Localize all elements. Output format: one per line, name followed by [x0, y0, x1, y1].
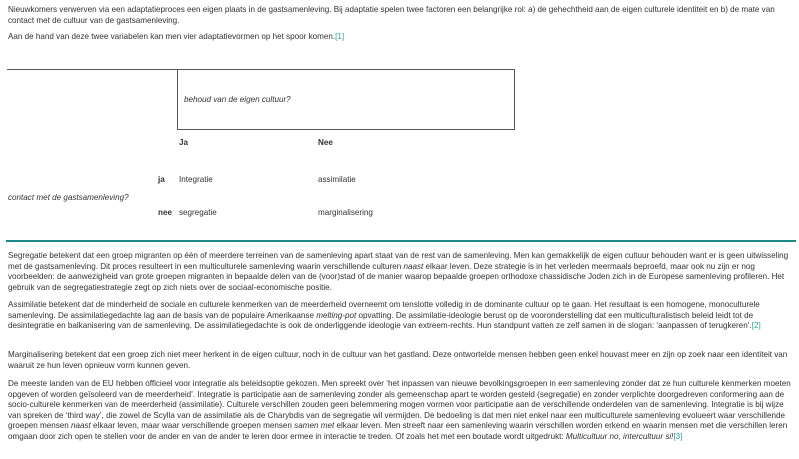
cell-segregatie: segregatie	[179, 208, 217, 217]
column-ja: Ja	[179, 138, 189, 147]
row-ja: ja	[158, 175, 165, 184]
intro-variables-paragraph	[8, 32, 793, 43]
row-header: contact met de gastsamenleving?	[8, 193, 129, 202]
marginalisering-text: Marginalisering betekent dat een groep zich niet meer herkent in de eigen cultuur, noch in de cultuur van het gastland. Deze ontwortelde mensen hebben geen enkel houvast meer en zijn op zoek naar een identiteit van waaruit ze hun leven opnieuw vorm kunnen geven.	[8, 350, 788, 370]
intro-text: Nieuwkomers verwerven via een adaptatieproces een eigen plaats in de gastsamenleving. Bij adaptatie spelen twee factoren een belangrijke rol: a) de gehechtheid aan de eigen culturele identiteit en b) de mate van contact met de cultuur van de gastsamenleving.	[8, 5, 775, 25]
integratie-text-a: De meeste landen van de EU hebben officieel voor integratie als beleidsoptie gekozen. Men spreekt over ‘het inpassen van nieuwe bevolkingsgroepen in een samenleving zonder dat ze hun culturele kenmerken moeten opgeven of worden geïsoleerd van de meerderheid’. Integratie is participatie aan de samenleving zonder als gemeenschap apart te worden gesteld (segregatie) en zonder verplichte doorgedreven conformering aan de socio-culturele kenmerken van de meerderheid (assimilatie). Culturele verschillen zouden geen belemmering mogen vormen voor participatie aan de verschillende onderdelen van de samenleving. Integratie is bij wijze van spreken de ‘third way’, die zowel de Scylla van de assimilatie als de Charybdis van de segregatie wil vermijden. De bedoeling is dat men niet enkel naar een multiculturele samenleving evolueert waar verschillende groepen mensen	[8, 379, 791, 431]
segregatie-emphasis: naast	[403, 261, 424, 271]
footnote-link-2[interactable]: [2]	[751, 321, 761, 331]
column-header: behoud van de eigen cultuur?	[184, 95, 291, 104]
assimilatie-text-a: Assimilatie betekent dat de minderheid de sociale en culturele kenmerken van de meerderheid overneemt om tenslotte volledig in de dominante cultuur op te gaan. Het resultaat is een homogene, monoculturele samenleving. De assimilatiegedachte lag aan de basis van de populaire Amerikaanse	[8, 300, 760, 320]
section-divider	[6, 240, 796, 242]
assimilatie-emphasis: melting-pot	[316, 310, 357, 320]
segregatie-paragraph	[8, 251, 793, 293]
table-border-bottom	[177, 129, 515, 130]
integratie-emphasis-2: samen met	[294, 421, 335, 431]
column-nee: Nee	[318, 138, 333, 147]
footnote-link-3[interactable]: [3]	[673, 431, 683, 441]
integratie-text-c: elkaar leven. Men streeft naar een samenleving waarin verschillen worden erkend en waarin mensen met die verschillen leren omgaan door zich open te stellen voor de ander en van de ander te leren door ermee in interactie te treden. Of zoals het met een boutade wordt uitgedrukt:	[8, 421, 788, 441]
assimilatie-text-b: opvatting. De assimilatie-ideologie berust op de vooronderstelling dat een multiculturalistisch beleid leidt tot de desintegratie en balkanisering van de samenleving. De assimilatiegedachte is ook de onderliggende ideologie van extreem-rechts. Hun standpunt vatten ze zelf samen in de slogan: ‘aanpassen of terugkeren’.	[8, 310, 754, 331]
integratie-text-b: elkaar leven, maar waar verschillende groepen mensen	[90, 421, 295, 431]
segregatie-text-a: Segregatie betekent dat een groep migranten op één of meerdere terreinen van de samenleving apart staat van de rest van de samenleving. Men kan gemakkelijk de eigen cultuur behouden want er is geen uitwisseling met de gastsamenleving. Dit proces resulteert in een multiculturele samenleving waarin verschillende culturen	[8, 251, 789, 271]
integratie-paragraph	[8, 379, 793, 443]
integratie-slogan: Multicultuur no, intercultuur si!	[565, 431, 674, 441]
intro-paragraph	[8, 5, 793, 26]
assimilatie-paragraph	[8, 300, 793, 332]
cell-integratie: Integratie	[179, 175, 213, 184]
table-border-right	[514, 69, 515, 130]
integratie-emphasis-1: naast	[71, 421, 91, 431]
footnote-link-1[interactable]: [1]	[335, 32, 345, 41]
table-border-left	[177, 69, 178, 130]
segregatie-text-b: elkaar leven. Deze strategie is in het verleden meermaals beproefd, maar ook nu zijn er nog voorbeelden: de aanwezigheid van grote groepen migranten in bepaalde delen van de (voor)stad of de manier waarop bepaalde groepen orthodoxe chassidische Joden zich in de Europese samenleving profileren. Het gebruik van de segregatiestrategie zegt op zich niets over de sociaal-economische positie.	[8, 261, 785, 292]
cell-marginalisering: marginalisering	[318, 208, 373, 217]
marginalisering-paragraph	[8, 350, 793, 371]
intro-variables-text: Aan de hand van deze twee variabelen kan men vier adaptatievormen op het spoor komen.	[8, 32, 336, 41]
row-nee: nee	[158, 208, 172, 217]
cell-assimilatie: assimilatie	[318, 175, 356, 184]
table-border-top	[7, 69, 515, 70]
